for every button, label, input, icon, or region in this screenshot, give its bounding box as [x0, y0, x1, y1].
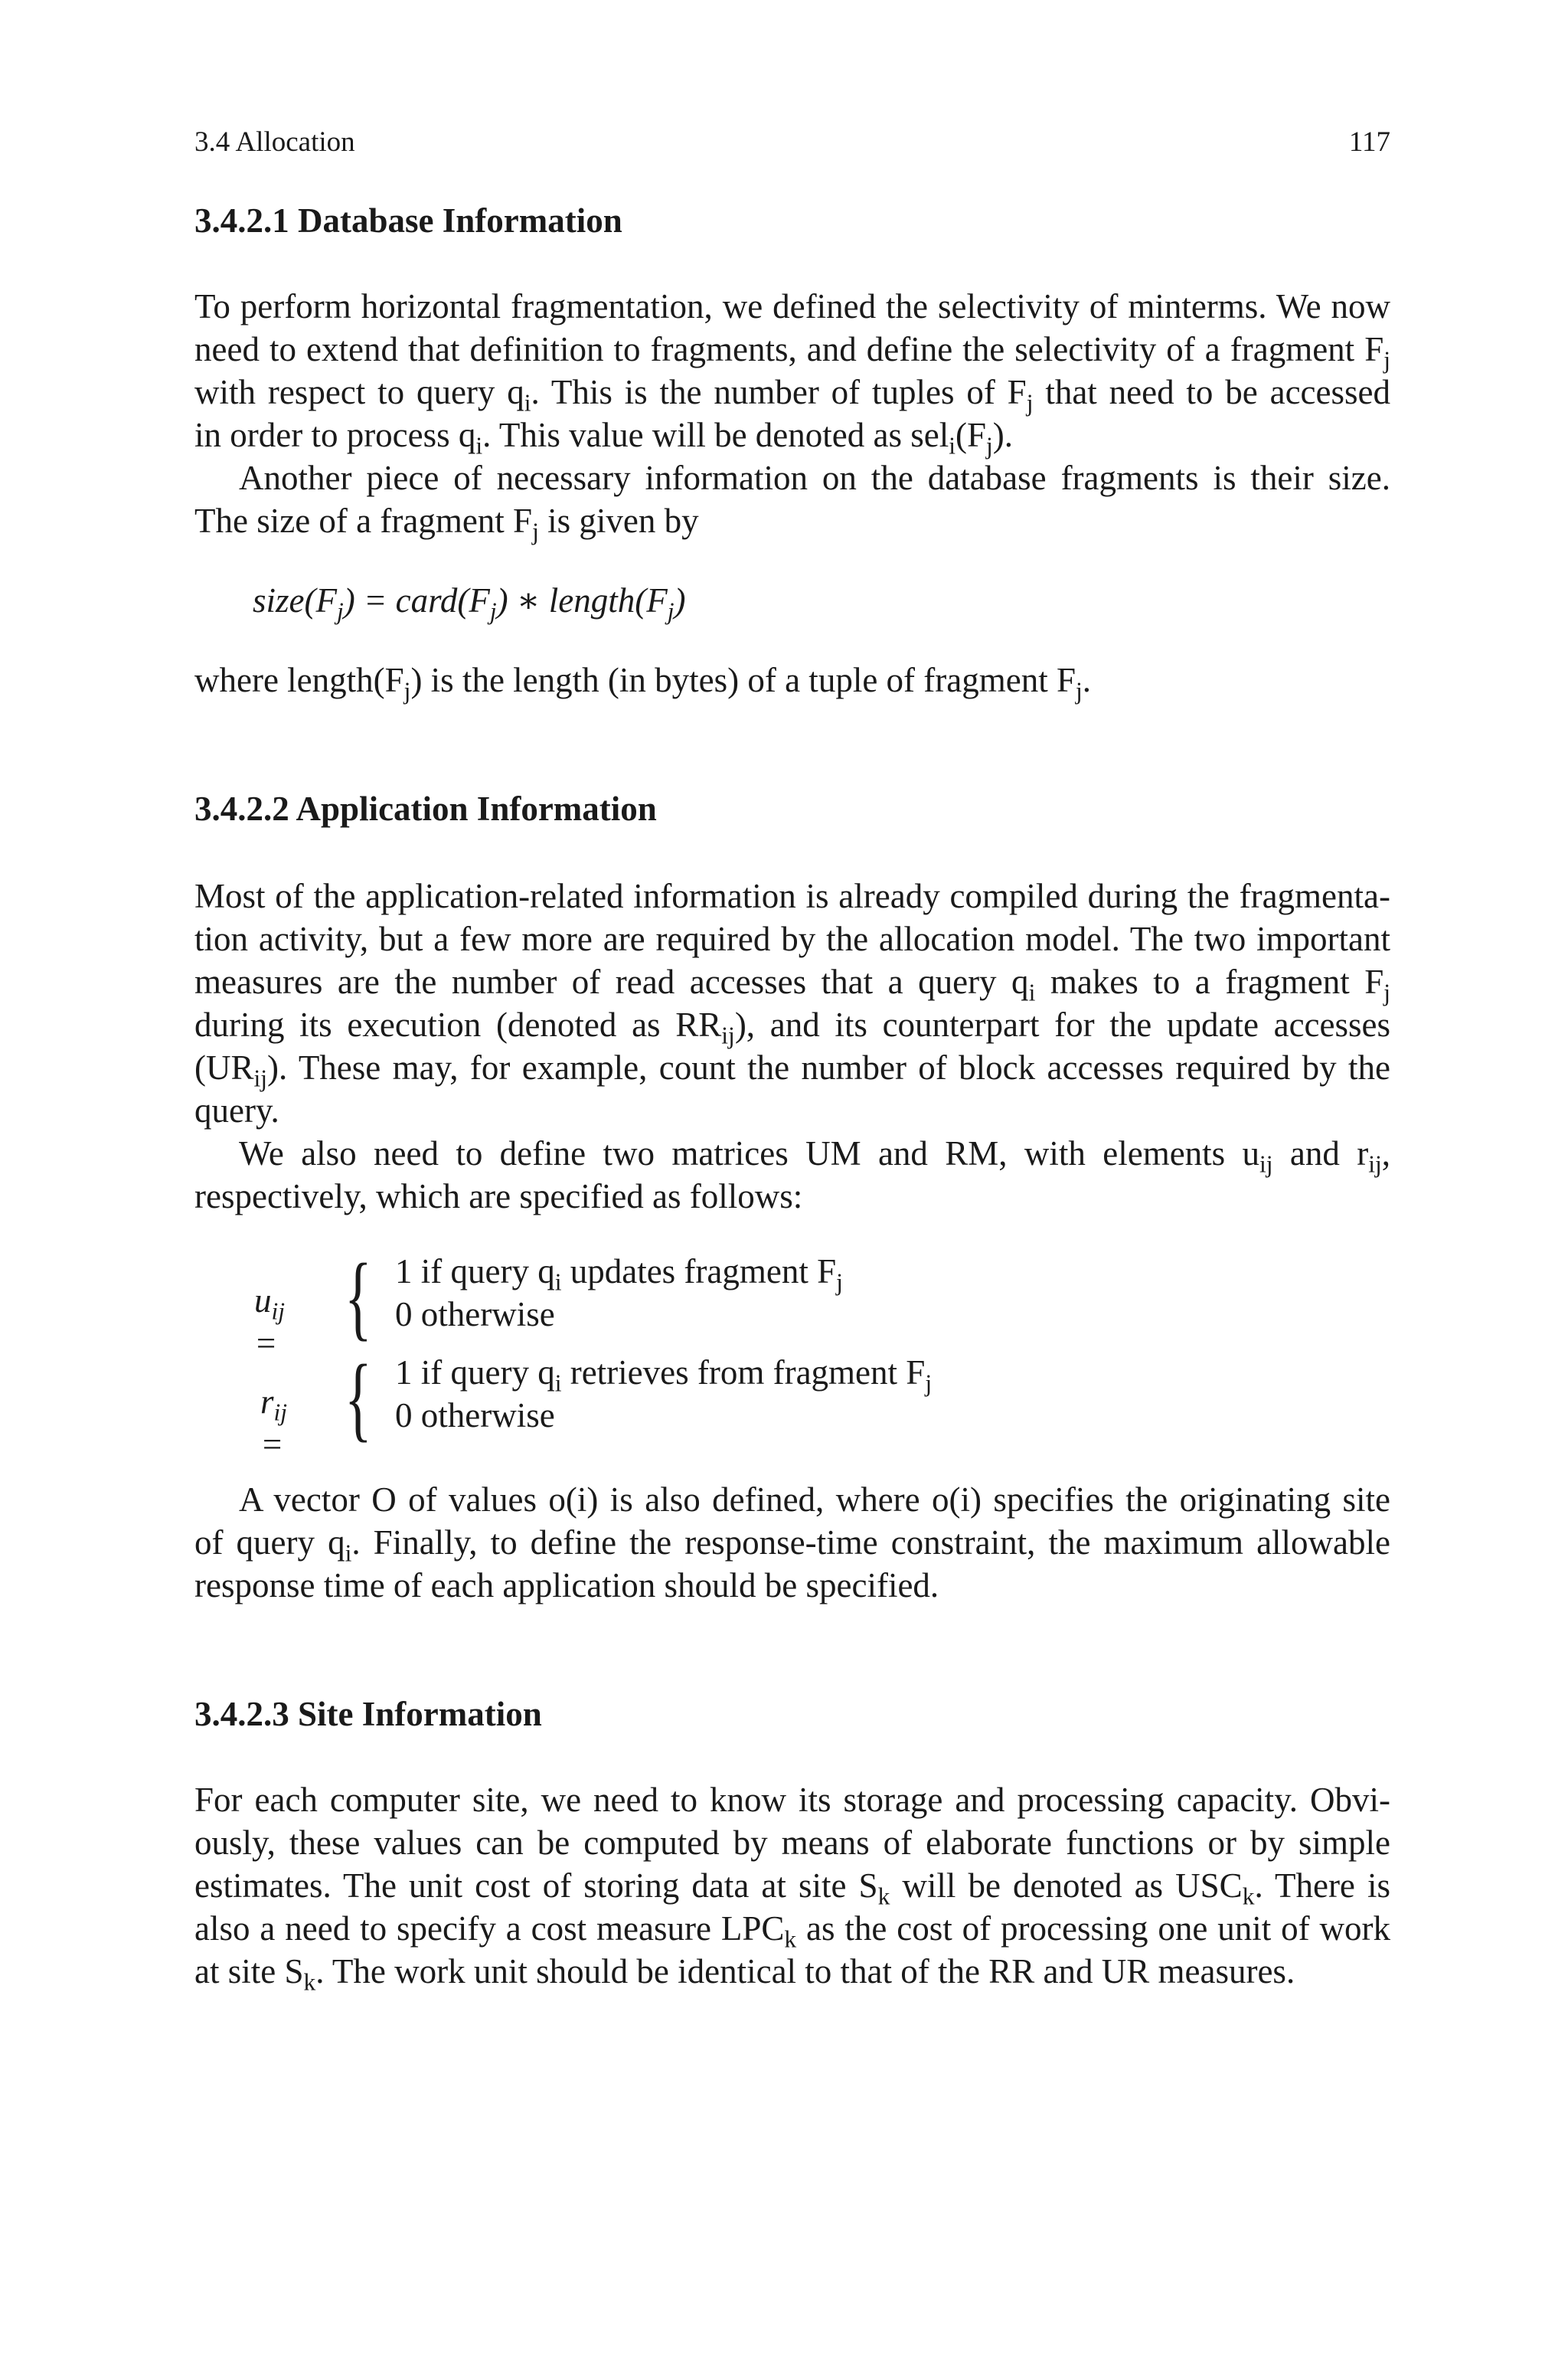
paragraph-line: To perform horizontal fragmentation, we defined the selectivity of minterms. We now — [194, 287, 1390, 325]
paragraph-line: response time of each application should be specified. — [194, 1566, 939, 1604]
paragraph-line: also a need to specify a cost measure $LPC_k$ as the cost of processing one unit of work — [194, 1909, 1390, 1953]
paragraph-application-measures — [194, 875, 1390, 1132]
paragraph-line: measures are the number of read accesses that a query $q_i$ makes to a fragment $F_j$ — [194, 963, 1390, 1006]
paragraph-site-costs — [194, 1778, 1390, 1996]
paragraph-length-definition — [194, 659, 1390, 705]
paragraph-line: We also need to define two matrices UM and RM, with elements $u_{ij}$ and $r_{ij}$, — [239, 1134, 1390, 1178]
paragraph-origin-vector — [194, 1478, 1390, 1607]
paragraph-line: estimates. The unit cost of storing data at site $S_k$ will be denoted as $USC_k$. There is — [194, 1866, 1390, 1910]
running-head — [194, 126, 1390, 159]
paragraph-line: where $length(F_j)$ is the length (in bytes) of a tuple of fragment $F_j$. — [194, 661, 1091, 705]
paragraph-line: respectively, which are specified as follows: — [194, 1177, 803, 1215]
paragraph-line: need to extend that definition to fragments, and define the selectivity of a fragment $F_j$ — [194, 330, 1390, 374]
paragraph-line: at site $S_k$. The work unit should be identical to that of the RR and UR measures. — [194, 1952, 1295, 1996]
u-case-1: 1 if query $q_i$ updates fragment $F_j$ — [395, 1252, 843, 1296]
left-brace-symbol: { — [345, 1346, 372, 1451]
paragraph-line: of query $q_i$. Finally, to define the response-time constraint, the maximum allowable — [194, 1523, 1390, 1567]
paragraph-line: A vector O of values o(i) is also defined, where o(i) specifies the originating site — [239, 1480, 1390, 1519]
size-formula: $size(F_j)$ = $card(F_j)$ ∗ $length(F_j)$ — [253, 581, 686, 625]
paragraph-line: query. — [194, 1091, 279, 1130]
u-definition-lhs: $u_{ij}$ = — [254, 1281, 286, 1362]
r-case-1: 1 if query $q_i$ retrieves from fragment $F_j$ — [395, 1353, 933, 1397]
paragraph-matrices — [194, 1132, 1390, 1218]
paragraph-line: Another piece of necessary information on the database fragments is their size. — [239, 459, 1390, 497]
left-brace-symbol: { — [345, 1245, 372, 1349]
section-heading-site-information: 3.4.2.3 Site Information — [194, 1695, 542, 1733]
paragraph-line: in order to process $q_i$. This value will be denoted as $sel_i(F_j)$. — [194, 416, 1014, 460]
section-heading-database-information: 3.4.2.1 Database Information — [194, 201, 622, 240]
paragraph-line: during its execution (denoted as $RR_{ij}$), and its counterpart for the update accesses — [194, 1006, 1390, 1049]
paragraph-line: tion activity, but a few more are required by the allocation model. The two important — [194, 920, 1390, 958]
paragraph-line: with respect to query $q_i$. This is the number of tuples of $F_j$ that need to be accessed — [194, 373, 1390, 417]
paragraph-line: For each computer site, we need to know its storage and processing capacity. Obvi- — [194, 1781, 1390, 1819]
page-number: 117 — [1348, 126, 1390, 158]
r-case-2: 0 otherwise — [395, 1396, 555, 1434]
running-head-section: 3.4 Allocation — [194, 126, 355, 158]
u-case-2: 0 otherwise — [395, 1295, 555, 1333]
paragraph-line: $(UR_{ij})$. These may, for example, count the number of block accesses required by the — [194, 1048, 1390, 1092]
paragraph-selectivity — [194, 285, 1390, 460]
paragraph-line: Most of the application-related information is already compiled during the fragmenta- — [194, 877, 1390, 915]
paragraph-line: ously, these values can be computed by means of elaborate functions or by simple — [194, 1824, 1390, 1862]
section-heading-application-information: 3.4.2.2 Application Information — [194, 790, 657, 828]
paragraph-line: The size of a fragment $F_j$ is given by — [194, 502, 699, 545]
paragraph-fragment-size — [194, 456, 1390, 545]
r-definition-lhs: $r_{ij}$ = — [260, 1382, 288, 1464]
